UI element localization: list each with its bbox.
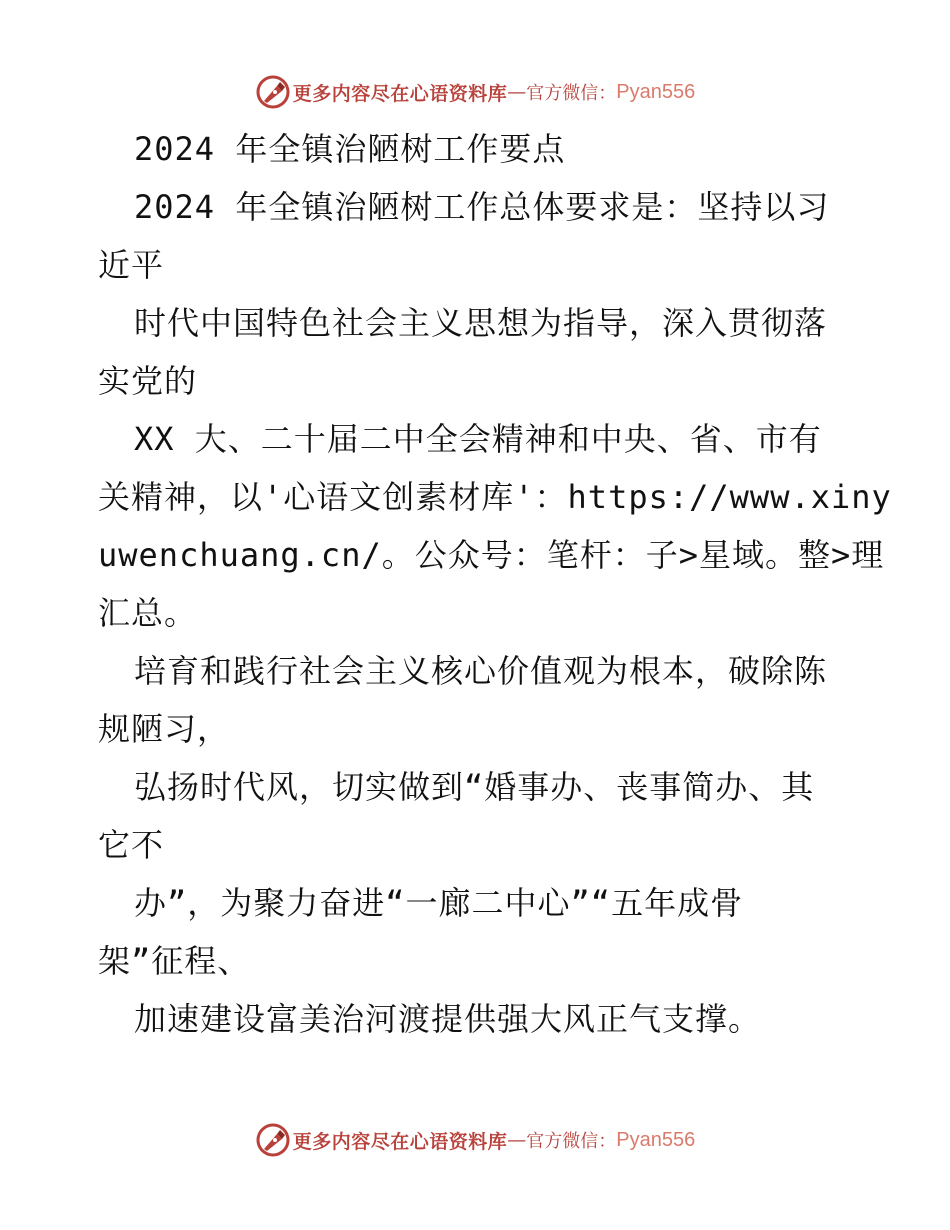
text-line: 弘扬时代风，切实做到“婚事办、丧事简办、其 bbox=[134, 768, 815, 806]
document-body bbox=[98, 120, 892, 1048]
banner-separator: — bbox=[507, 81, 527, 103]
header-watermark-banner bbox=[0, 72, 950, 112]
footer-watermark-banner bbox=[0, 1120, 950, 1160]
text-line: 关精神，以'心语文创素材库'：https://www.xiny bbox=[98, 478, 892, 516]
banner-text: 更多内容尽在心语资料库 bbox=[292, 82, 508, 105]
pen-nib-logo-icon bbox=[255, 74, 291, 110]
text-line: 加速建设富美治河渡提供强大风正气支撑。 bbox=[134, 1000, 762, 1038]
text-line: 实党的 bbox=[98, 362, 198, 400]
pen-nib-logo-icon bbox=[255, 1122, 291, 1158]
text-line: 架”征程、 bbox=[98, 942, 251, 980]
banner-wechat-id: Pyan556 bbox=[616, 1128, 696, 1151]
banner-wechat-id: Pyan556 bbox=[616, 80, 696, 103]
banner-text: 更多内容尽在心语资料库 bbox=[292, 1130, 508, 1153]
banner-wechat-label: 官方微信： bbox=[526, 1131, 617, 1152]
text-line: XX 大、二十届二中全会精神和中央、省、市有 bbox=[134, 420, 822, 458]
text-line: 规陋习， bbox=[98, 710, 231, 748]
text-line: 它不 bbox=[98, 826, 165, 864]
text-line: 时代中国特色社会主义思想为指导，深入贯彻落 bbox=[134, 304, 828, 342]
banner-separator: — bbox=[507, 1129, 527, 1151]
document-title: 2024 年全镇治陋树工作要点 bbox=[134, 130, 566, 168]
text-line: 2024 年全镇治陋树工作总体要求是：坚持以习 bbox=[134, 188, 830, 226]
banner-wechat-label: 官方微信： bbox=[526, 83, 617, 104]
text-line: 培育和践行社会主义核心价值观为根本，破除陈 bbox=[134, 652, 828, 690]
text-line: 办”，为聚力奋进“一廊二中心”“五年成骨 bbox=[134, 884, 744, 922]
text-line: 汇总。 bbox=[98, 594, 198, 632]
text-line: 近平 bbox=[98, 246, 165, 284]
text-line: uwenchuang.cn/。公众号：笔杆：子>星域。整>理 bbox=[98, 536, 885, 574]
